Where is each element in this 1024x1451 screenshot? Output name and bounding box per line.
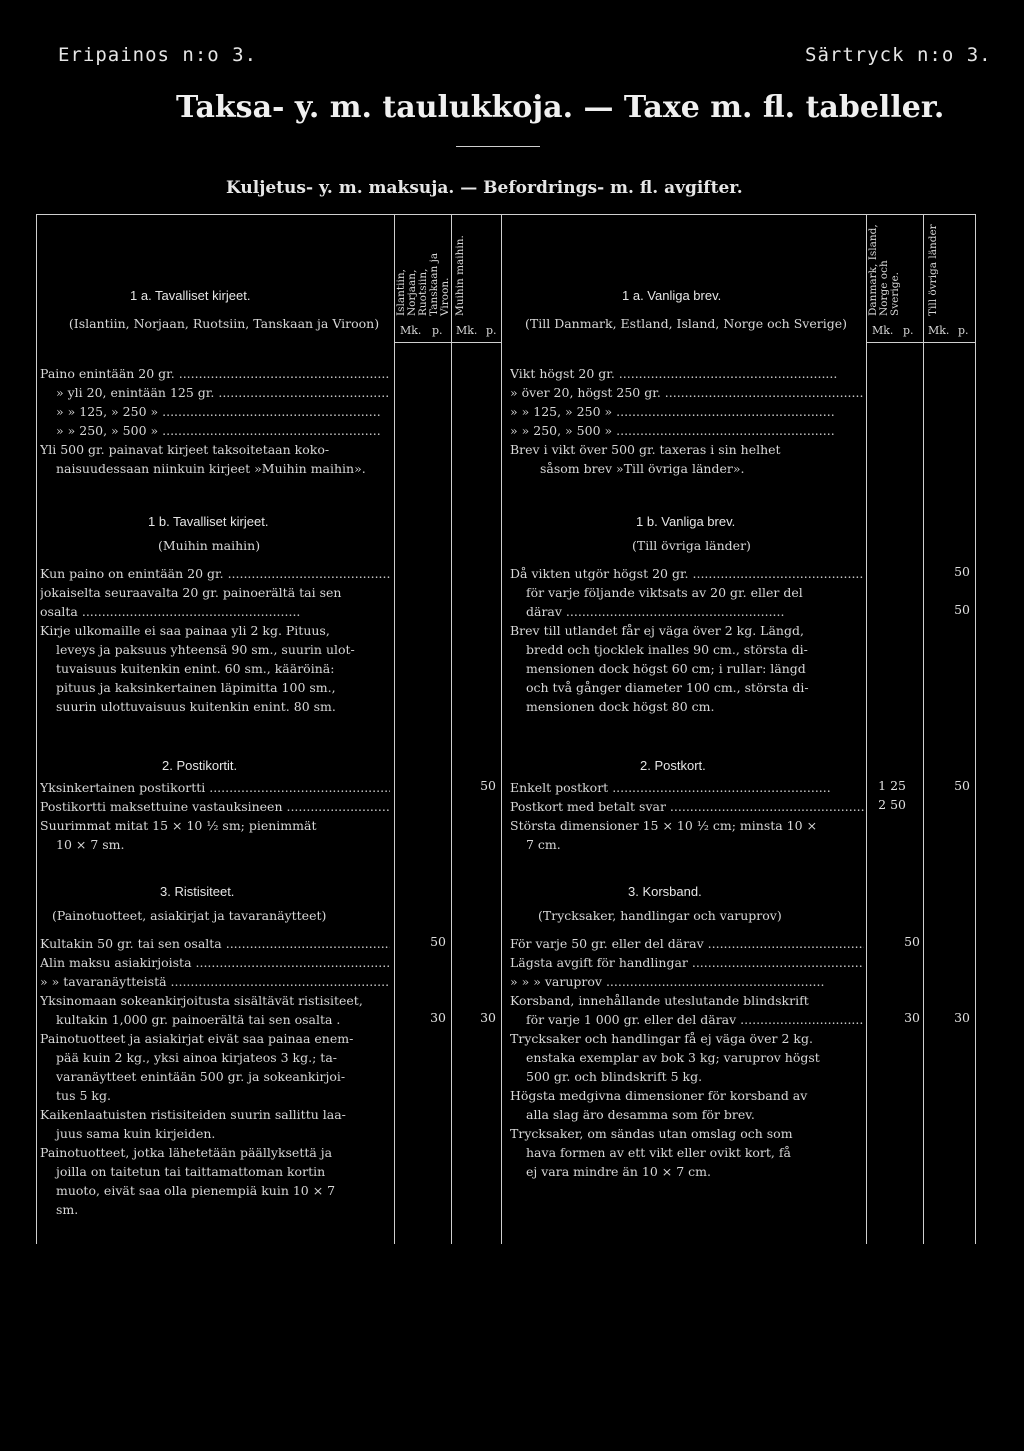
unit-mk: Mk. [872, 324, 894, 337]
unit-p: p. [958, 324, 969, 337]
column-header-fi-nordic: Islantiin, Norjaan, Ruotsiin, Tanskaan ja Viroon. [395, 252, 451, 316]
list-item: Enkelt postkort ..... [510, 778, 864, 797]
list-item: osalta ..... [40, 602, 390, 621]
fee-value: 30 [954, 1010, 970, 1025]
section-title-fi-3: 3. Ristisiteet. [160, 884, 235, 899]
unit-mk: Mk. [456, 324, 478, 337]
list-item: Lägsta avgift för handlingar ..... [510, 953, 864, 972]
section-fi-3 [40, 934, 390, 1219]
section-sub-sv-1b: (Till övriga länder) [632, 538, 751, 553]
list-item: Kultakin 50 gr. tai sen osalta ..... [40, 934, 390, 953]
section-fi-1a [40, 364, 390, 478]
list-item: 10 × 7 sm. [56, 837, 125, 852]
fee-value: 30 [904, 1010, 920, 1025]
list-item: » » » varuprov ..... [510, 972, 864, 991]
column-rule [451, 214, 452, 1244]
list-item: » » tavaranäytteistä ..... [40, 972, 390, 991]
list-item: Painotuotteet, jotka lähetetään päällyksettä ja [40, 1145, 333, 1160]
list-item: naisuudessaan niinkuin kirjeet »Muihin maihin». [56, 461, 366, 476]
list-item: » » 125, » 250 » ..... [510, 402, 864, 421]
list-item: mensionen dock högst 80 cm. [526, 699, 715, 714]
section-title-sv-1a: 1 a. Vanliga brev. [622, 288, 722, 303]
column-header-fi-other: Muihin maihin. [454, 235, 466, 316]
fee-value: 50 [430, 934, 446, 949]
list-item: varanäytteet enintään 500 gr. ja sokeankirjoi- [56, 1069, 346, 1084]
list-item: ej vara mindre än 10 × 7 cm. [526, 1164, 711, 1179]
fee-value: 50 [480, 778, 496, 793]
fee-value: 50 [904, 934, 920, 949]
table-top-rule [36, 214, 976, 215]
section-sv-1a [510, 364, 864, 478]
section-sub-fi-1b: (Muihin maihin) [158, 538, 261, 553]
list-item: för varje 1 000 gr. eller del därav ..... [510, 1010, 864, 1029]
fee-value: 1 25 [878, 778, 906, 793]
section-fi-2 [40, 778, 390, 854]
list-item: Postkort med betalt svar ..... [510, 797, 864, 816]
list-item: för varje följande viktsats av 20 gr. eller del [526, 585, 803, 600]
list-item: hava formen av ett vikt eller ovikt kort, få [526, 1145, 791, 1160]
column-rule [923, 214, 924, 1244]
list-item: Painotuotteet ja asiakirjat eivät saa painaa enem- [40, 1031, 354, 1046]
section-title-sv-3: 3. Korsband. [628, 884, 702, 899]
list-item: » » 250, » 500 » ..... [40, 421, 390, 440]
list-item: Yksinkertainen postikortti ..... [40, 778, 390, 797]
section-sv-1b [510, 564, 864, 716]
page-title: Taksa- y. m. taulukkoja. — Taxe m. fl. tabeller. [176, 90, 945, 125]
list-item: Trycksaker och handlingar få ej väga över 2 kg. [510, 1031, 813, 1046]
unit-p: p. [903, 324, 914, 337]
column-rule [866, 214, 867, 1244]
header-rule [394, 342, 502, 343]
list-item: » » 125, » 250 » ..... [40, 402, 390, 421]
header-right: Särtryck n:o 3. [805, 44, 992, 66]
list-item: kultakin 1,000 gr. painoerältä tai sen osalta . [56, 1012, 341, 1027]
list-item: Brev i vikt över 500 gr. taxeras i sin helhet [510, 442, 781, 457]
section-title-sv-2: 2. Postkort. [640, 758, 706, 773]
list-item: Trycksaker, om sändas utan omslag och som [510, 1126, 793, 1141]
section-title-sv-1b: 1 b. Vanliga brev. [636, 514, 736, 529]
list-item: Vikt högst 20 gr. ..... [510, 364, 864, 383]
section-sv-3 [510, 934, 864, 1181]
fee-value: 30 [480, 1010, 496, 1025]
column-rule [501, 214, 502, 1244]
list-item: muoto, eivät saa olla pienempiä kuin 10 × 7 [56, 1183, 336, 1198]
list-item: Suurimmat mitat 15 × 10 ½ sm; pienimmät [40, 818, 317, 833]
unit-mk: Mk. [928, 324, 950, 337]
unit-p: p. [486, 324, 497, 337]
fee-value: 30 [430, 1010, 446, 1025]
list-item: tus 5 kg. [56, 1088, 111, 1103]
list-item: leveys ja paksuus yhteensä 90 sm., suurin ulot- [56, 642, 355, 657]
list-item: » över 20, högst 250 gr. ..... [510, 383, 864, 402]
list-item: suurin ulottuvaisuus kuitenkin enint. 80 sm. [56, 699, 336, 714]
section-title-fi-1b: 1 b. Tavalliset kirjeet. [148, 514, 269, 529]
list-item: För varje 50 gr. eller del därav ..... [510, 934, 864, 953]
list-item: sm. [56, 1202, 79, 1217]
column-rule [36, 214, 37, 1244]
list-item: mensionen dock högst 60 cm; i rullar: längd [526, 661, 806, 676]
list-item: Yksinomaan sokeankirjoitusta sisältävät ristisiteet, [40, 993, 363, 1008]
section-sub-fi-3: (Painotuotteet, asiakirjat ja tavaranäytteet) [52, 908, 327, 923]
page-subtitle: Kuljetus- y. m. maksuja. — Befordrings- m. fl. avgifter. [226, 178, 743, 198]
fee-value: 50 [954, 602, 970, 617]
header-rule [866, 342, 976, 343]
list-item: Kaikenlaatuisten ristisiteiden suurin sallittu laa- [40, 1107, 346, 1122]
section-sub-fi-1a: (Islantiin, Norjaan, Ruotsiin, Tanskaan ja Viroon) [68, 316, 380, 331]
list-item: Postikortti maksettuine vastauksineen ..... [40, 797, 390, 816]
list-item: » yli 20, enintään 125 gr. ..... [40, 383, 390, 402]
list-item: Då vikten utgör högst 20 gr. ..... [510, 564, 864, 583]
list-item: tuvaisuus kuitenkin enint. 60 sm., kääröinä: [56, 661, 335, 676]
list-item: Högsta medgivna dimensioner för korsband av [510, 1088, 808, 1103]
list-item: Kirje ulkomaille ei saa painaa yli 2 kg. Pituus, [40, 623, 330, 638]
list-item: Största dimensioner 15 × 10 ½ cm; minsta 10 × [510, 818, 818, 833]
column-header-sv-other: Till övriga länder [927, 224, 939, 316]
header-left: Eripainos n:o 3. [58, 44, 258, 66]
column-rule [975, 214, 976, 1244]
list-item: såsom brev »Till övriga länder». [540, 461, 745, 476]
column-header-sv-nordic: Danmark, Island, Norge och Sverige. [867, 224, 901, 316]
section-sub-sv-1a: (Till Danmark, Estland, Island, Norge och Sverige) [525, 316, 847, 331]
section-sub-sv-3: (Trycksaker, handlingar och varuprov) [538, 908, 782, 923]
title-rule [456, 146, 540, 147]
unit-mk: Mk. [400, 324, 422, 337]
list-item: alla slag äro desamma som för brev. [526, 1107, 755, 1122]
list-item: pää kuin 2 kg., yksi ainoa kirjateos 3 kg.; ta- [56, 1050, 337, 1065]
list-item: Brev till utlandet får ej väga över 2 kg. Längd, [510, 623, 804, 638]
section-sv-2 [510, 778, 864, 854]
section-title-fi-2: 2. Postikortit. [162, 758, 238, 773]
list-item: jokaiselta seuraavalta 20 gr. painoerältä tai sen [40, 585, 342, 600]
list-item: och två gånger diameter 100 cm., största di- [526, 680, 809, 695]
list-item: Kun paino on enintään 20 gr. ..... [40, 564, 390, 583]
list-item: juus sama kuin kirjeiden. [56, 1126, 216, 1141]
fee-value: 2 50 [878, 797, 906, 812]
list-item: bredd och tjocklek inalles 90 cm., största di- [526, 642, 808, 657]
list-item: Alin maksu asiakirjoista ..... [40, 953, 390, 972]
fee-value: 50 [954, 564, 970, 579]
list-item: därav ..... [510, 602, 864, 621]
section-title-fi-1a: 1 a. Tavalliset kirjeet. [130, 288, 251, 303]
list-item: enstaka exemplar av bok 3 kg; varuprov högst [526, 1050, 820, 1065]
list-item: joilla on taitetun tai taittamattoman kortin [56, 1164, 326, 1179]
list-item: Korsband, innehållande uteslutande blindskrift [510, 993, 809, 1008]
list-item: » » 250, » 500 » ..... [510, 421, 864, 440]
list-item: 500 gr. och blindskrift 5 kg. [526, 1069, 703, 1084]
column-rule [394, 214, 395, 1244]
list-item: Paino enintään 20 gr. ..... [40, 364, 390, 383]
section-fi-1b [40, 564, 390, 716]
list-item: 7 cm. [526, 837, 561, 852]
list-item: pituus ja kaksinkertainen läpimitta 100 sm., [56, 680, 336, 695]
fee-value: 50 [954, 778, 970, 793]
list-item: Yli 500 gr. painavat kirjeet taksoitetaan koko- [40, 442, 330, 457]
unit-p: p. [432, 324, 443, 337]
